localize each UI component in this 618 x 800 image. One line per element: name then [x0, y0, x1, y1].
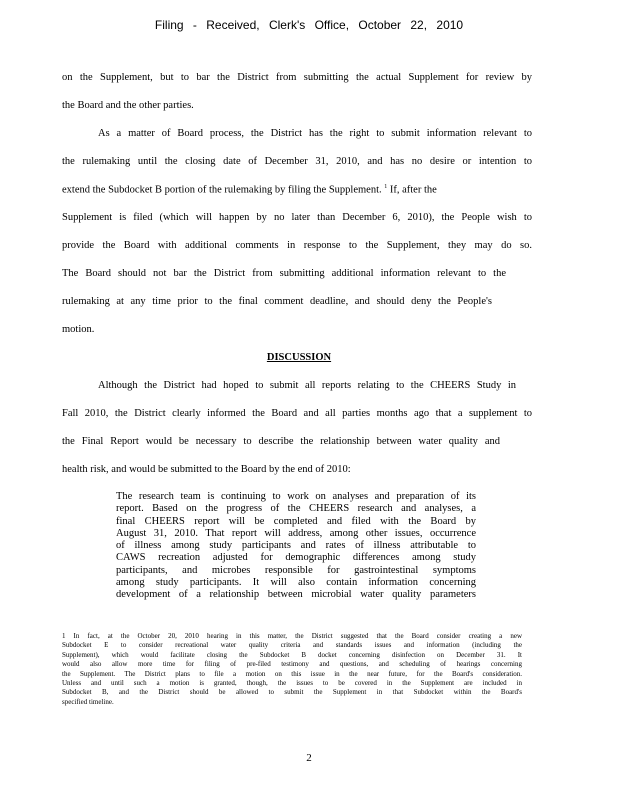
quote-line: participants, and microbes responsible for gastrointestinal symptoms: [116, 564, 476, 576]
body-line-text: extend the Subdocket B portion of the rulemaking by filing the Supplement.: [62, 184, 382, 196]
block-quote: [116, 491, 476, 602]
body-line-text: If, after the: [389, 184, 437, 196]
footnote-line: Subdocket B, and the District should be allowed to submit the Supplement in that Subdocket within the Board's: [62, 688, 522, 697]
body-line: the rulemaking until the closing date of December 31, 2010, and has no desire or intention to: [62, 156, 532, 167]
body-line: rulemaking at any time prior to the final comment deadline, and should deny the People's: [62, 296, 492, 307]
footnote-line: specified timeline.: [62, 697, 114, 706]
body-line: motion.: [62, 324, 95, 335]
page-number: 2: [306, 752, 312, 764]
body-line: Although the District had hoped to submit all reports relating to the CHEERS Study in: [98, 380, 516, 391]
quote-line: of illness among study participants and rates of illness attributable to: [116, 540, 476, 552]
section-heading: [62, 352, 536, 363]
footnote-line: Subdocket E to consider recreational water quality criteria and standards issues and information (including the: [62, 641, 522, 650]
footnote-line: would also allow more time for filing of pre-filed testimony and questions, and scheduling of hearings concerning: [62, 660, 522, 669]
body-line: health risk, and would be submitted to the Board by the end of 2010:: [62, 464, 351, 475]
section-heading-text: DISCUSSION: [266, 352, 332, 363]
footnote-line: the Supplement. The District plans to file a motion on this issue in the near future, for the Board's consideration.: [62, 669, 522, 678]
body-line: the Board and the other parties.: [62, 100, 194, 111]
body-line: Supplement is filed (which will happen by no later than December 6, 2010), the People wish to: [62, 212, 532, 223]
footnote-line: Supplement), which would facilitate closing the Subdocket B docket concerning disinfection on December 31. It: [62, 650, 522, 659]
body-line: Fall 2010, the District clearly informed the Board and all parties months ago that a supplement to: [62, 408, 532, 419]
body-line: [62, 184, 437, 196]
body-line: the Final Report would be necessary to describe the relationship between water quality and: [62, 436, 500, 447]
body-line: on the Supplement, but to bar the District from submitting the actual Supplement for review by: [62, 72, 532, 83]
quote-line: final CHEERS report will be completed and filed with the Board by: [116, 515, 476, 527]
quote-line: August 31, 2010. That report will address, among other issues, occurrence: [116, 527, 476, 539]
quote-line: development of a relationship between microbial water quality parameters: [116, 589, 476, 601]
body-line: provide the Board with additional comments in response to the Supplement, they may do so.: [62, 240, 532, 251]
footnote-line: 1 In fact, at the October 20, 2010 hearing in this matter, the District suggested that the Board consider creating a new: [62, 632, 522, 640]
footnote-line: Unless and until such a motion is granted, though, the issues to be covered in the Supplement are included in: [62, 679, 522, 688]
body-line: The Board should not bar the District from submitting additional information relevant to the: [62, 268, 506, 279]
page-header: Filing - Received, Clerk's Office, October 22, 2010: [154, 18, 464, 32]
quote-line: CAWS recreation adjusted for demographic differences among study: [116, 552, 476, 564]
footnote: [62, 632, 522, 707]
quote-line: among study participants. It will also contain information concerning: [116, 577, 476, 589]
quote-line: The research team is continuing to work on analyses and preparation of its: [116, 491, 476, 502]
footnote-ref[interactable]: 1: [384, 184, 388, 190]
quote-line: report. Based on the progress of the CHEERS research and analyses, a: [116, 503, 476, 515]
body-line: As a matter of Board process, the District has the right to submit information relevant to: [98, 128, 532, 139]
